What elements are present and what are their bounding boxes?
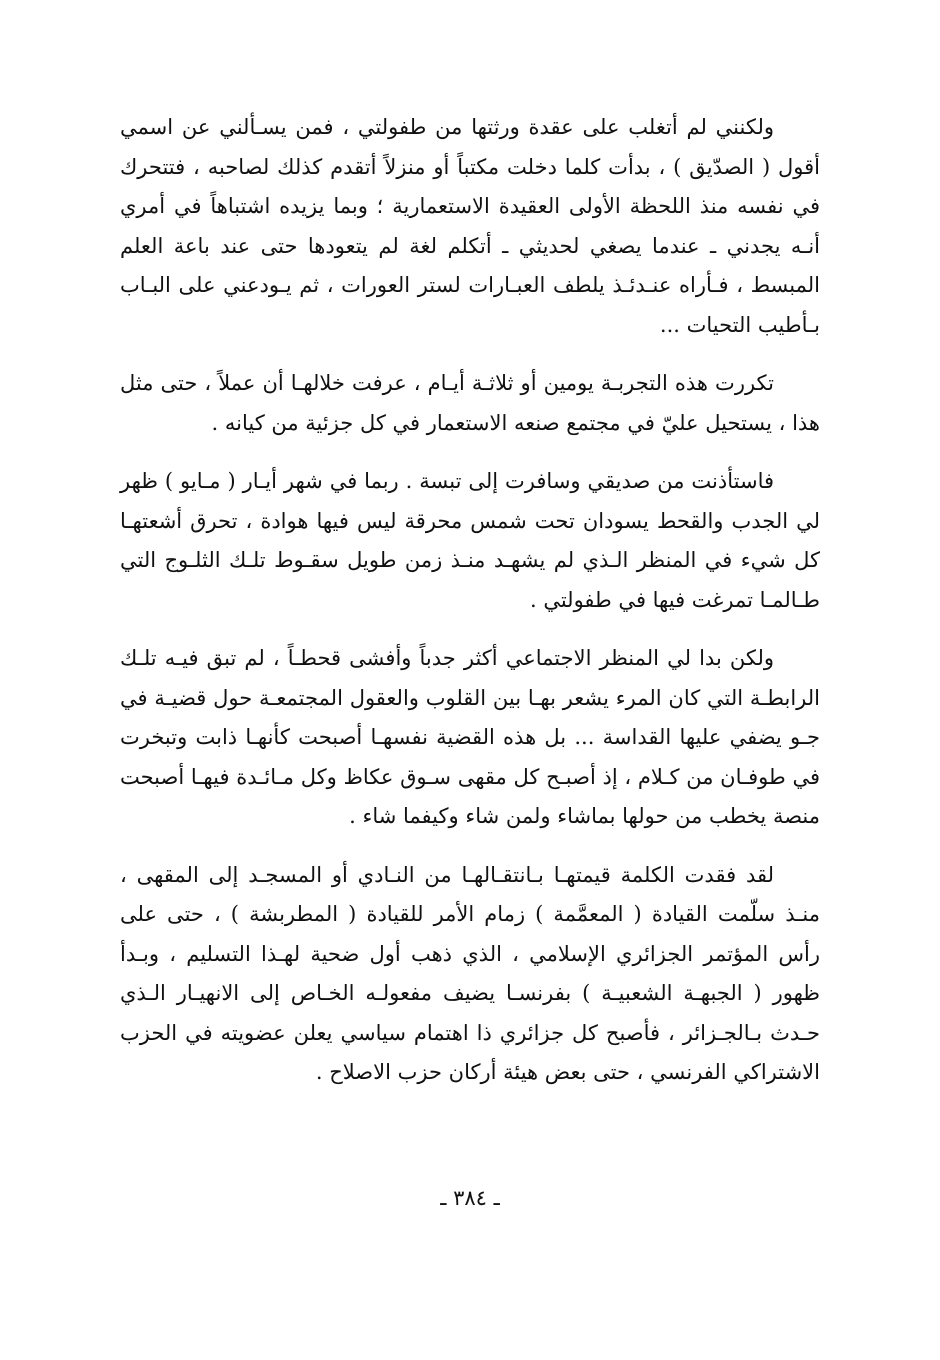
paragraph-1: ولكنني لم أتغلب على عقدة ورثتها من طفولتي ، فمن يسـألني عن اسمي أقول ( الصدّيق ) ، بدأت كلما دخلت مكتباً أو منزلاً أتقدم كذلك لصاحبه ، فتتحرك في نفسه منذ اللحظة الأولى العقيدة الاستعمارية ؛ وبما يزيده اشتباهاً في أمري أنـه يجدني ـ عندما يصغي لحديثي ـ أتكلم لغة لم يتعودها حتى عند باعة العلم المبسط ، فـأراه عنـدئـذ يلطف العبـارات لستر العورات ، ثم يـودعني على البـاب بـأطيب التحيات ...: [120, 115, 820, 337]
body-text: [120, 108, 820, 1112]
paragraph-4: ولكن بدا لي المنظر الاجتماعي أكثر جدباً وأفشى قحطـاً ، لم تبق فيـه تلـك الرابطـة التي كان المرء يشعر بهـا بين القلوب والعقول المجتمعـة حول قضيـة في جـو يضفي عليها القداسة ... بل هذه القضية نفسهـا أصبحت كأنهـا ذابت وتبخرت في طوفـان من كـلام ، إذ أصبـح كل مقهى سـوق عكاظ وكل مـائـدة فيهـا أصبحت منصة يخطب من حولها بماشاء ولمن شاء وكيفما شاء .: [120, 646, 820, 828]
paragraph-5: لقد فقدت الكلمة قيمتهـا بـانتقـالهـا من النـادي أو المسجـد إلى المقهى ، منـذ سلّمت القيادة ( المعمَّمة ) زمام الأمر للقيادة ( المطربشة ) ، حتى على رأس المؤتمر الجزائري الإسلامي ، الذي ذهب أول ضحية لهـذا التسليم ، وبـدأ ظهور ( الجبهـة الشعبيـة ) بفرنسـا يضيف مفعولـه الخـاص إلى الانهيـار الـذي حـدث بـالجـزائر ، فأصبح كل جزائري ذا اهتمام سياسي يعلن عضويته في الحزب الاشتراكي الفرنسي ، حتى بعض هيئة أركان حزب الاصلاح .: [120, 862, 820, 1084]
paragraph-3: فاستأذنت من صديقي وسافرت إلى تبسة . ربما في شهر أيـار ( مـايو ) ظهر لي الجدب والقحط يسودان تحت شمس محرقة ليس فيها هوادة ، تحرق أشعتهـا كل شيء في المنظر الـذي لم يشهـد منـذ زمن طويل سقـوط تلـك الثلـوج التي طـالمـا تمرغت فيها في طفولتي .: [120, 469, 820, 612]
page-number: ـ ٣٨٤ ـ: [440, 1186, 500, 1210]
paragraph-2: تكررت هذه التجربـة يومين أو ثلاثـة أيـام ، عرفت خلالهـا أن عملاً ، حتى مثل هذا ، يستحيل عليّ في مجتمع صنعه الاستعمار في كل جزئية من كيانه .: [120, 371, 820, 435]
